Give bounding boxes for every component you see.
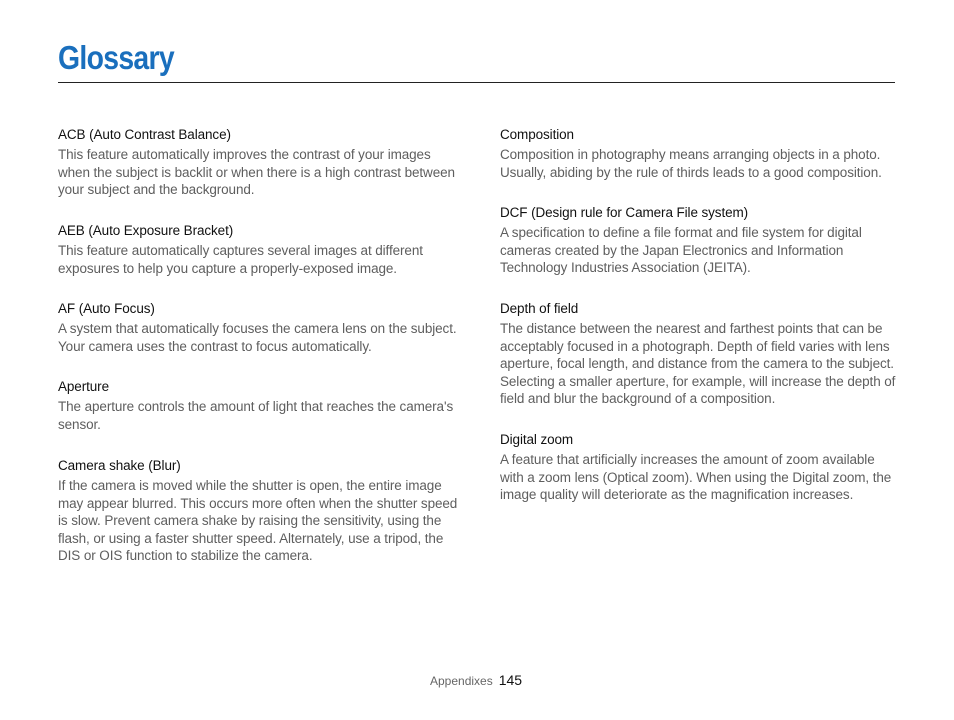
page-footer <box>430 672 522 688</box>
glossary-entry-aeb <box>58 222 458 300</box>
glossary-term: ACB (Auto Contrast Balance) <box>58 127 231 142</box>
glossary-term: DCF (Design rule for Camera File system) <box>500 205 749 220</box>
glossary-definition: A feature that artificially increases the amount of zoom available with a zoom lens (Optical zoom). When using the Digital zoom, the image quality will deteriorate as the magnification increases. <box>500 452 892 502</box>
page-number: 145 <box>498 672 523 688</box>
glossary-term: Depth of field <box>500 301 579 316</box>
left-column <box>58 126 458 565</box>
glossary-definition: Composition in photography means arranging objects in a photo. Usually, abiding by the rule of thirds leads to a good composition. <box>500 147 882 180</box>
glossary-entry-composition <box>500 126 900 204</box>
glossary-term: AEB (Auto Exposure Bracket) <box>58 223 234 238</box>
glossary-term: Camera shake (Blur) <box>58 458 181 473</box>
glossary-entry-depth-of-field <box>500 300 900 431</box>
glossary-definition: A specification to define a file format and file system for digital cameras created by the Japan Electronics and Information Technology Industries Association (JEITA). <box>500 225 862 275</box>
glossary-entry-aperture <box>58 378 458 457</box>
glossary-definition: A system that automatically focuses the camera lens on the subject. Your camera uses the contrast to focus automatically. <box>58 321 457 354</box>
glossary-definition: The distance between the nearest and farthest points that can be acceptably focused in a photograph. Depth of field varies with lens aperture, focal length, and distance from the camera to the subject. Selecting a smaller aperture, for example, will increase the depth of field and blur the background of a composition. <box>500 321 896 406</box>
glossary-entry-acb <box>58 126 458 222</box>
glossary-term: Aperture <box>58 379 109 394</box>
title-divider <box>58 82 895 83</box>
glossary-definition: If the camera is moved while the shutter is open, the entire image may appear blurred. This occurs more often when the shutter speed is slow. Prevent camera shake by raising the sensitivity, using the flash, or using a faster shutter speed. Alternately, use a tripod, the DIS or OIS function to stabilize the camera. <box>58 478 458 563</box>
glossary-definition: This feature automatically captures several images at different exposures to help you capture a properly-exposed image. <box>58 243 423 276</box>
glossary-entry-af <box>58 300 458 378</box>
glossary-term: Composition <box>500 127 574 142</box>
page-title: Glossary <box>58 39 174 76</box>
glossary-entry-dcf <box>500 204 900 300</box>
glossary-entry-camera-shake <box>58 457 458 565</box>
glossary-entry-digital-zoom <box>500 431 900 504</box>
glossary-term: Digital zoom <box>500 432 574 447</box>
glossary-definition: The aperture controls the amount of light that reaches the camera's sensor. <box>58 399 454 432</box>
glossary-definition: This feature automatically improves the contrast of your images when the subject is backlit or when there is a high contrast between your subject and the background. <box>58 147 455 197</box>
footer-section-label: Appendixes <box>430 674 493 688</box>
glossary-term: AF (Auto Focus) <box>58 301 155 316</box>
right-column <box>500 126 900 504</box>
